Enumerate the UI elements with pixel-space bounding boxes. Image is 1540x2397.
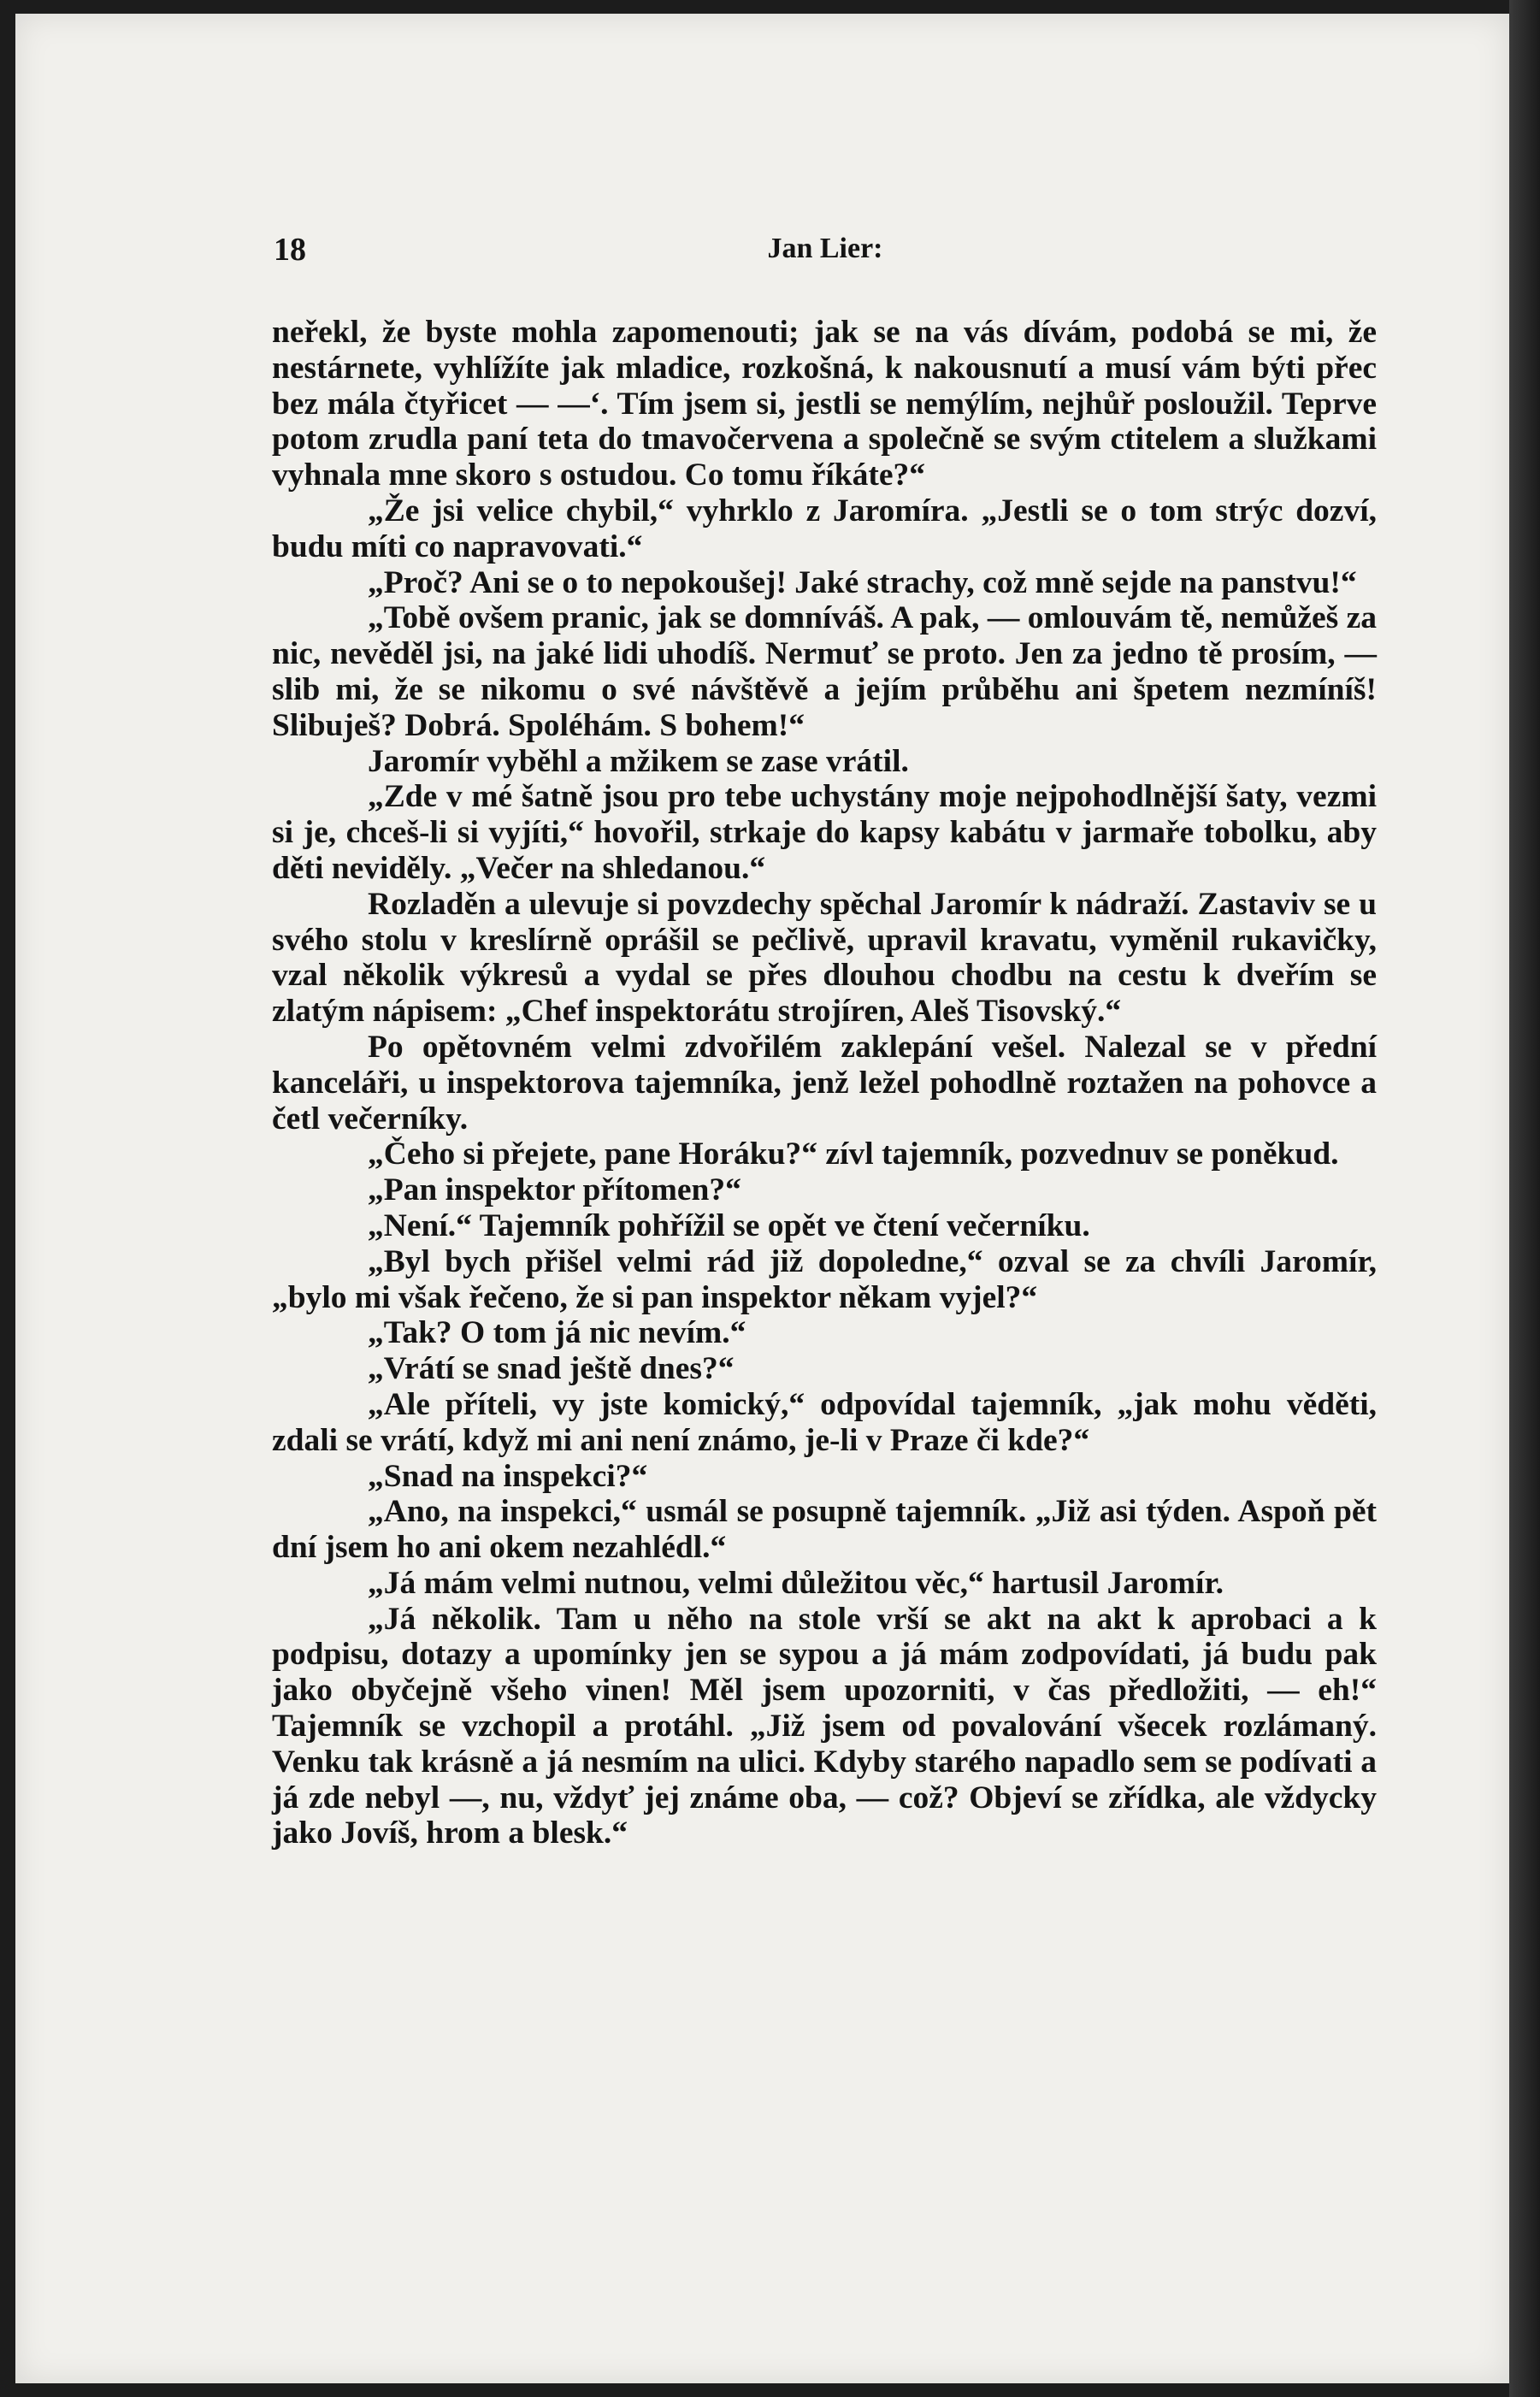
paragraph: Jaromír vyběhl a mžikem se zase vrátil.	[368, 743, 909, 779]
page-edge-shadow	[1509, 0, 1540, 2397]
paragraph: „Já několik. Tam u něho na stole vrší se akt na akt k aprobaci a k podpisu, dotazy a upomínky jen se sypou a já mám zodpovídati, já budu pak jako obyčejně všeho vinen! Měl jsem upozorniti, v čas předložiti, — eh!“ Tajemník se vzchopil a protáhl. „Již jsem od povalování všecek rozlámaný. Venku tak krásně a já nesmím na ulici. Kdyby starého napadlo sem se podívati a já zde nebyl —, nu, vždyť jej známe oba, — což? Objeví se zřídka, ale vždycky jako Jovíš, hrom a blesk.“	[272, 1601, 1377, 1851]
page-header	[274, 231, 1377, 274]
paragraph: „Proč? Ani se o to nepokoušej! Jaké strachy, což mně sejde na panstvu!“	[368, 564, 1357, 600]
book-page	[15, 14, 1509, 2383]
paragraph: neřekl, že byste mohla zapomenouti; jak se na vás dívám, podobá se mi, že nestárnete, vyhlížíte jak mladice, rozkošná, k nakousnutí a musí vám býti přec bez mála čtyřicet — —‘. Tím jsem si, jestli se nemýlím, nejhůř posloužil. Teprve potom zrudla paní teta do tmavočervena a společně se svým ctitelem a služkami vyhnala mne skoro s ostudou. Co tomu říkáte?“	[272, 315, 1377, 493]
page-number: 18	[274, 232, 306, 268]
paragraph: Po opětovném velmi zdvořilém zaklepání vešel. Nalezal se v přední kanceláři, u inspektorova tajemníka, jenž ležel pohodlně roztažen na pohovce a četl večerníky.	[272, 1029, 1377, 1137]
paragraph: „Není.“ Tajemník pohřížil se opět ve čtení večerníku.	[368, 1207, 1090, 1243]
paragraph: „Já mám velmi nutnou, velmi důležitou věc,“ hartusil Jaromír.	[368, 1565, 1224, 1601]
paragraph: „Tobě ovšem pranic, jak se domníváš. A pak, — omlouvám tě, nemůžeš za nic, nevěděl jsi, na jaké lidi uhodíš. Nermuť se proto. Jen za jedno tě prosím, — slib mi, že se nikomu o své návštěvě a jejím průběhu ani špetem nezmíníš! Slibuješ? Dobrá. Spoléhám. S bohem!“	[272, 600, 1377, 743]
paragraph: „Ale příteli, vy jste komický,“ odpovídal tajemník, „jak mohu věděti, zdali se vrátí, když mi ani není známo, je-li v Praze či kde?“	[272, 1386, 1377, 1458]
paragraph: „Zde v mé šatně jsou pro tebe uchystány moje nejpohodlnější šaty, vezmi si je, chceš-li si vyjíti,“ hovořil, strkaje do kapsy kabátu v jarmaře tobolku, aby děti neviděly. „Večer na shledanou.“	[272, 779, 1377, 886]
paragraph: „Vrátí se snad ještě dnes?“	[368, 1351, 735, 1387]
running-head: Jan Lier:	[767, 233, 883, 264]
paragraph: „Čeho si přejete, pane Horáku?“ zívl tajemník, pozvednuv se poněkud.	[368, 1137, 1339, 1172]
body-text	[272, 315, 1377, 1851]
paragraph: „Ano, na inspekci,“ usmál se posupně tajemník. „Již asi týden. Aspoň pět dní jsem ho ani okem nezahlédl.“	[272, 1494, 1377, 1566]
paragraph: Rozladěn a ulevuje si povzdechy spěchal Jaromír k nádraží. Zastaviv se u svého stolu v kreslírně oprášil se pečlivě, upravil kravatu, vyměnil rukavičky, vzal několik výkresů a vydal se přes dlouhou chodbu na cestu k dveřím se zlatým nápisem: „Chef inspektorátu strojíren, Aleš Tisovský.“	[272, 886, 1377, 1030]
paragraph: „Tak? O tom já nic nevím.“	[368, 1315, 746, 1351]
paragraph: „Pan inspektor přítomen?“	[368, 1172, 741, 1208]
paragraph: „Že jsi velice chybil,“ vyhrklo z Jaromíra. „Jestli se o tom strýc dozví, budu míti co napravovati.“	[272, 493, 1377, 564]
paragraph: „Byl bych přišel velmi rád již dopoledne,“ ozval se za chvíli Jaromír, „bylo mi však řečeno, že si pan inspektor někam vyjel?“	[272, 1243, 1377, 1315]
paragraph: „Snad na inspekci?“	[368, 1458, 648, 1494]
